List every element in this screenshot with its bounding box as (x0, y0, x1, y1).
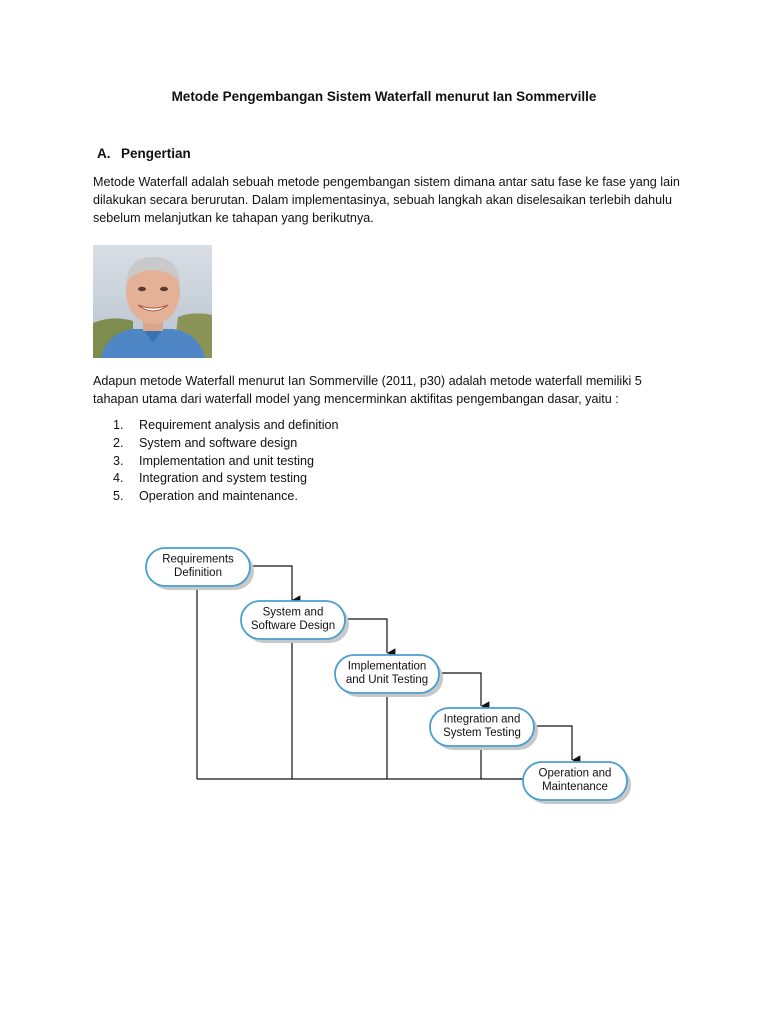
stage-requirements-definition (146, 548, 254, 590)
intro-paragraph: Adapun metode Waterfall menurut Ian Sommerville (2011, p30) adalah metode waterfall memiliki 5 tahapan utama dari waterfall model yang mencerminkan aktifitas pengembangan dasar, yaitu : (93, 374, 642, 406)
section-heading-text: Pengertian (121, 146, 191, 161)
portrait-image (93, 245, 212, 358)
list-item-text: System and software design (139, 435, 298, 450)
stage-label-line2: Software Design (250, 620, 336, 632)
definition-paragraph: Metode Waterfall adalah sebuah metode pengembangan sistem dimana antar satu fase ke fase yang lain dilakukan secara berurutan. Dalam implementasinya, sebuah langkah akan diselesaikan terlebih dahulu sebelum melanjutkan ke tahapan yang berikutnya. (93, 175, 680, 225)
list-item (113, 488, 339, 506)
list-item-text: Integration and system testing (139, 471, 308, 486)
document-title: Metode Pengembangan Sistem Waterfall menurut Ian Sommerville (171, 89, 597, 104)
waterfall-diagram (93, 538, 638, 808)
list-item (113, 453, 339, 471)
stage-label-line2: Definition (174, 567, 222, 579)
stage-label-line2: Maintenance (542, 781, 608, 793)
list-item (113, 435, 339, 453)
steps-list (113, 417, 339, 506)
portrait-photo (93, 245, 212, 358)
list-item-text: Operation and maintenance. (139, 489, 298, 504)
stage-label-line1: System and (262, 606, 324, 619)
section-letter: A. (97, 146, 111, 161)
stage-implementation-unit-testing (335, 655, 443, 697)
list-item-number: 4. (113, 471, 124, 486)
list-item-text: Requirement analysis and definition (139, 418, 339, 432)
list-item-number: 3. (113, 453, 124, 468)
stage-label-line1: Integration and (443, 713, 521, 726)
stage-label-line1: Operation and (538, 767, 612, 780)
stage-system-software-design (241, 601, 349, 643)
list-item-number: 5. (113, 489, 124, 504)
list-item-text: Implementation and unit testing (139, 453, 315, 468)
list-item-number: 1. (113, 418, 124, 432)
section-heading (97, 146, 191, 161)
stage-label-line1: Implementation (347, 660, 427, 673)
stage-operation-maintenance (523, 762, 631, 804)
stage-label-line1: Requirements (162, 553, 234, 566)
list-item (113, 417, 339, 435)
stage-integration-system-testing (430, 708, 538, 750)
list-item-number: 2. (113, 435, 124, 450)
stage-label-line2: and Unit Testing (345, 674, 429, 686)
list-item (113, 470, 339, 488)
stage-label-line2: System Testing (443, 727, 521, 739)
